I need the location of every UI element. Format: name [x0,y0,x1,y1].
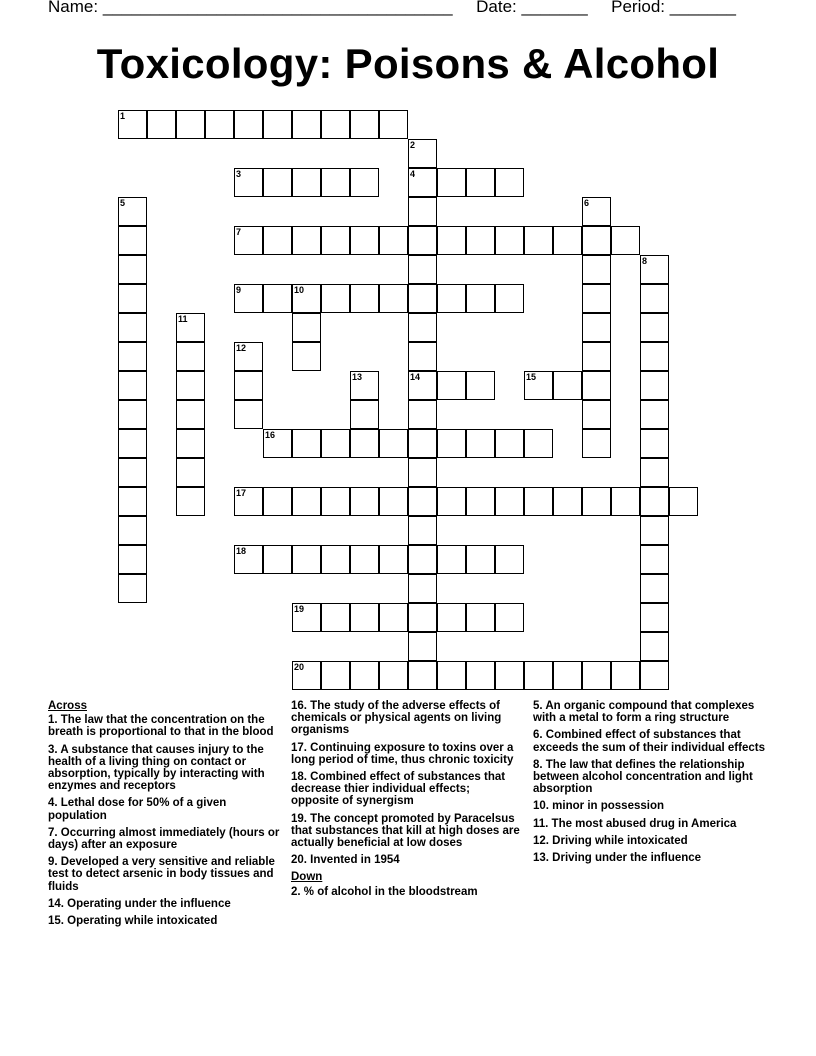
crossword-cell[interactable] [408,226,437,255]
clue-number: 1 [120,111,126,121]
crossword-cell[interactable] [350,429,379,458]
crossword-cell[interactable] [234,284,263,313]
clue-list-3 [291,886,521,898]
crossword-cell[interactable] [640,545,669,574]
crossword-cell[interactable] [118,516,147,545]
crossword-cell[interactable] [263,168,292,197]
crossword-cell[interactable] [379,284,408,313]
crossword-cell[interactable] [379,429,408,458]
crossword-cell[interactable] [234,487,263,516]
crossword-cell[interactable] [292,429,321,458]
crossword-cell[interactable] [292,545,321,574]
crossword-cell[interactable] [582,400,611,429]
crossword-cell[interactable] [176,400,205,429]
crossword-cell[interactable] [118,197,147,226]
crossword-cell[interactable] [205,110,234,139]
crossword-cell[interactable] [437,429,466,458]
crossword-cell[interactable] [553,661,582,690]
crossword-cell[interactable] [321,110,350,139]
crossword-cell[interactable] [408,139,437,168]
crossword-cell[interactable] [292,342,321,371]
crossword-cell[interactable] [118,342,147,371]
crossword-cell[interactable] [524,429,553,458]
crossword-cell[interactable] [553,487,582,516]
crossword-cell[interactable] [437,661,466,690]
crossword-cell[interactable] [582,371,611,400]
crossword-cell[interactable] [524,371,553,400]
crossword-cell[interactable] [176,429,205,458]
crossword-cell[interactable] [379,226,408,255]
crossword-cell[interactable] [176,342,205,371]
crossword-cell[interactable] [147,110,176,139]
crossword-cell[interactable] [118,284,147,313]
crossword-cell[interactable] [263,284,292,313]
crossword-cell[interactable] [495,226,524,255]
clue-item: 19. The concept promoted by Paracelsus that substances that kill at high doses are actually beneficial at low doses [291,812,520,850]
crossword-cell[interactable] [466,603,495,632]
crossword-cell[interactable] [321,226,350,255]
clues-column-3 [533,700,773,869]
clue-item: 16. The study of the adverse effects of chemicals or physical agents on living organisms [291,700,502,737]
page-title: Toxicology: Poisons & Alcohol [96,40,720,87]
crossword-cell[interactable] [495,284,524,313]
name-line[interactable]: _____________________________________ [102,0,453,16]
crossword-cell[interactable] [582,313,611,342]
crossword-cell[interactable] [118,226,147,255]
crossword-cell[interactable] [234,545,263,574]
crossword-cell[interactable] [321,168,350,197]
clue-number: 20 [294,662,305,672]
clue-item: 9. Developed a very sensitive and reliable test to detect arsenic in body tissues and fluids [48,856,275,893]
clue-item: 6. Combined effect of substances that exceeds the sum of their individual effects [533,729,765,754]
crossword-cell[interactable] [118,313,147,342]
clue-number: 18 [236,546,247,556]
clue-item: 10. minor in possession [533,800,665,813]
crossword-cell[interactable] [524,487,553,516]
crossword-cell[interactable] [437,168,466,197]
crossword-cell[interactable] [292,226,321,255]
crossword-cell[interactable] [640,574,669,603]
crossword-cell[interactable] [495,603,524,632]
crossword-cell[interactable] [640,342,669,371]
crossword-cell[interactable] [350,371,379,400]
crossword-cell[interactable] [408,371,437,400]
crossword-cell[interactable] [234,226,263,255]
crossword-cell[interactable] [495,487,524,516]
crossword-cell[interactable] [640,632,669,661]
crossword-cell[interactable] [350,487,379,516]
crossword-cell[interactable] [640,603,669,632]
crossword-cell[interactable] [176,110,205,139]
crossword-cell[interactable] [118,458,147,487]
clue-item: 18. Combined effect of substances that decrease thier individual effects; opposite of synergism [291,771,506,808]
crossword-cell[interactable] [437,226,466,255]
crossword-cell[interactable] [321,284,350,313]
crossword-cell[interactable] [292,313,321,342]
clue-item: 20. Invented in 1954 [291,854,400,867]
crossword-cell[interactable] [118,545,147,574]
crossword-cell[interactable] [640,458,669,487]
clue-list-4 [533,700,773,864]
clues-column-1 [48,700,280,932]
crossword-cell[interactable] [466,284,495,313]
crossword-cell[interactable] [408,661,437,690]
crossword-cell[interactable] [408,632,437,661]
clue-number: 6 [584,198,590,208]
clue-number: 14 [410,372,421,382]
crossword-cell[interactable] [640,371,669,400]
crossword-cell[interactable] [466,371,495,400]
crossword-cell[interactable] [408,458,437,487]
crossword-cell[interactable] [408,342,437,371]
crossword-cell[interactable] [263,429,292,458]
clue-number: 13 [352,372,363,382]
crossword-cell[interactable] [640,487,669,516]
crossword-cell[interactable] [408,487,437,516]
crossword-cell[interactable] [292,487,321,516]
clue-item: 13. Driving under the influence [533,852,702,865]
crossword-cell[interactable] [408,255,437,284]
clue-item: 7. Occurring almost immediately (hours or days) after an exposure [48,826,280,852]
crossword-cell[interactable] [350,168,379,197]
crossword-cell[interactable] [379,603,408,632]
crossword-cell[interactable] [176,313,205,342]
crossword-cell[interactable] [350,110,379,139]
crossword-cell[interactable] [640,255,669,284]
crossword-cell[interactable] [118,487,147,516]
crossword-cell[interactable] [292,284,321,313]
date-label: Date: [476,0,517,16]
crossword-cell[interactable] [118,574,147,603]
crossword-cell[interactable] [408,603,437,632]
clue-number: 3 [236,169,242,179]
crossword-cell[interactable] [582,429,611,458]
crossword-cell[interactable] [524,661,553,690]
crossword-cell[interactable] [582,197,611,226]
crossword-cell[interactable] [582,342,611,371]
crossword-cell[interactable] [669,487,698,516]
crossword-cell[interactable] [118,429,147,458]
crossword-cell[interactable] [118,110,147,139]
crossword-cell[interactable] [582,226,611,255]
crossword-cell[interactable] [176,371,205,400]
crossword-cell[interactable] [466,545,495,574]
crossword-cell[interactable] [379,487,408,516]
clue-item: 15. Operating while intoxicated [48,915,218,928]
clue-number: 11 [178,314,188,324]
crossword-cell[interactable] [292,661,321,690]
clue-number: 8 [642,256,648,266]
crossword-cell[interactable] [495,168,524,197]
crossword-cell[interactable] [379,661,408,690]
crossword-cell[interactable] [408,197,437,226]
crossword-cell[interactable] [408,429,437,458]
clue-item: 12. Driving while intoxicated [533,834,688,847]
crossword-cell[interactable] [234,400,263,429]
period-label: Period: [611,0,666,16]
crossword-cell[interactable] [408,313,437,342]
crossword-cell[interactable] [408,284,437,313]
clue-item: 8. The law that defines the relationship between alcohol concentration and light absorption [533,758,753,796]
clue-item: 17. Continuing exposure to toxins over a long period of time, thus chronic toxicity [291,741,514,766]
crossword-cell[interactable] [118,371,147,400]
name-label: Name: [48,0,99,16]
crossword-cell[interactable] [321,545,350,574]
clue-item: 11. The most abused drug in America [533,817,737,830]
crossword-cell[interactable] [437,603,466,632]
crossword-cell[interactable] [582,661,611,690]
across-heading: Across [48,700,87,712]
clue-item: 4. Lethal dose for 50% of a given population [48,797,227,822]
clue-number: 9 [236,285,242,295]
crossword-cell[interactable] [582,487,611,516]
crossword-cell[interactable] [321,429,350,458]
clue-number: 4 [410,169,416,179]
crossword-cell[interactable] [118,255,147,284]
crossword-cell[interactable] [408,545,437,574]
crossword-cell[interactable] [466,226,495,255]
crossword-cell[interactable] [234,168,263,197]
clue-item: 14. Operating under the influence [48,897,231,910]
crossword-cell[interactable] [321,661,350,690]
crossword-cell[interactable] [292,110,321,139]
crossword-cell[interactable] [524,226,553,255]
crossword-cell[interactable] [176,458,205,487]
clue-number: 15 [526,372,537,382]
crossword-cell[interactable] [321,487,350,516]
crossword-cell[interactable] [640,400,669,429]
down-heading: Down [291,871,323,884]
period-line[interactable]: _______ [669,0,736,16]
crossword-cell[interactable] [292,603,321,632]
clues-column-2 [291,700,521,903]
crossword-cell[interactable] [350,661,379,690]
crossword-cell[interactable] [640,313,669,342]
crossword-cell[interactable] [466,429,495,458]
crossword-cell[interactable] [263,226,292,255]
crossword-cell[interactable] [611,487,640,516]
clue-number: 5 [120,198,126,208]
crossword-cell[interactable] [234,110,263,139]
crossword-cell[interactable] [437,487,466,516]
clue-number: 12 [236,343,247,353]
crossword-cell[interactable] [292,168,321,197]
crossword-cell[interactable] [379,110,408,139]
crossword-cell[interactable] [437,371,466,400]
crossword-cell[interactable] [466,661,495,690]
crossword-cell[interactable] [176,487,205,516]
crossword-cell[interactable] [263,487,292,516]
crossword-cell[interactable] [553,371,582,400]
crossword-cell[interactable] [611,226,640,255]
crossword-cell[interactable] [437,284,466,313]
crossword-cell[interactable] [640,429,669,458]
date-line[interactable]: _______ [521,0,588,16]
crossword-cell[interactable] [553,226,582,255]
crossword-cell[interactable] [437,545,466,574]
crossword-cell[interactable] [640,284,669,313]
clue-number: 7 [236,227,242,237]
crossword-cell[interactable] [350,226,379,255]
crossword-cell[interactable] [408,516,437,545]
crossword-cell[interactable] [350,400,379,429]
clue-number: 10 [294,285,305,295]
crossword-cell[interactable] [350,603,379,632]
crossword-cell[interactable] [495,429,524,458]
clue-item: 2. % of alcohol in the bloodstream [291,885,478,898]
clue-number: 2 [410,140,416,150]
crossword-cell[interactable] [408,400,437,429]
clue-number: 17 [236,488,247,498]
crossword-cell[interactable] [350,284,379,313]
crossword-cell[interactable] [408,168,437,197]
crossword-cell[interactable] [466,168,495,197]
clue-list-1 [48,714,280,927]
clue-list-2 [291,700,521,866]
crossword-cell[interactable] [379,545,408,574]
crossword-cell[interactable] [466,487,495,516]
crossword-cell[interactable] [234,342,263,371]
crossword-cell[interactable] [408,574,437,603]
crossword-cell[interactable] [640,516,669,545]
clue-item: 5. An organic compound that complexes with a metal to form a ring structure [533,700,755,725]
crossword-cell[interactable] [263,110,292,139]
crossword-cell[interactable] [263,545,292,574]
crossword-cell[interactable] [495,661,524,690]
clue-number: 16 [265,430,276,440]
crossword-cell[interactable] [234,371,263,400]
clue-number: 19 [294,604,305,614]
clue-item: 3. A substance that causes injury to the health of a living thing on contact or absorption, typically by interacting with enzymes and receptors [48,743,265,793]
clue-item: 1. The law that the concentration on the breath is proportional to that in the blood [48,714,274,739]
crossword-cell[interactable] [582,255,611,284]
crossword-cell[interactable] [118,400,147,429]
crossword-cell[interactable] [640,661,669,690]
crossword-cell[interactable] [611,661,640,690]
crossword-cell[interactable] [495,545,524,574]
crossword-cell[interactable] [582,284,611,313]
crossword-cell[interactable] [321,603,350,632]
crossword-cell[interactable] [350,545,379,574]
